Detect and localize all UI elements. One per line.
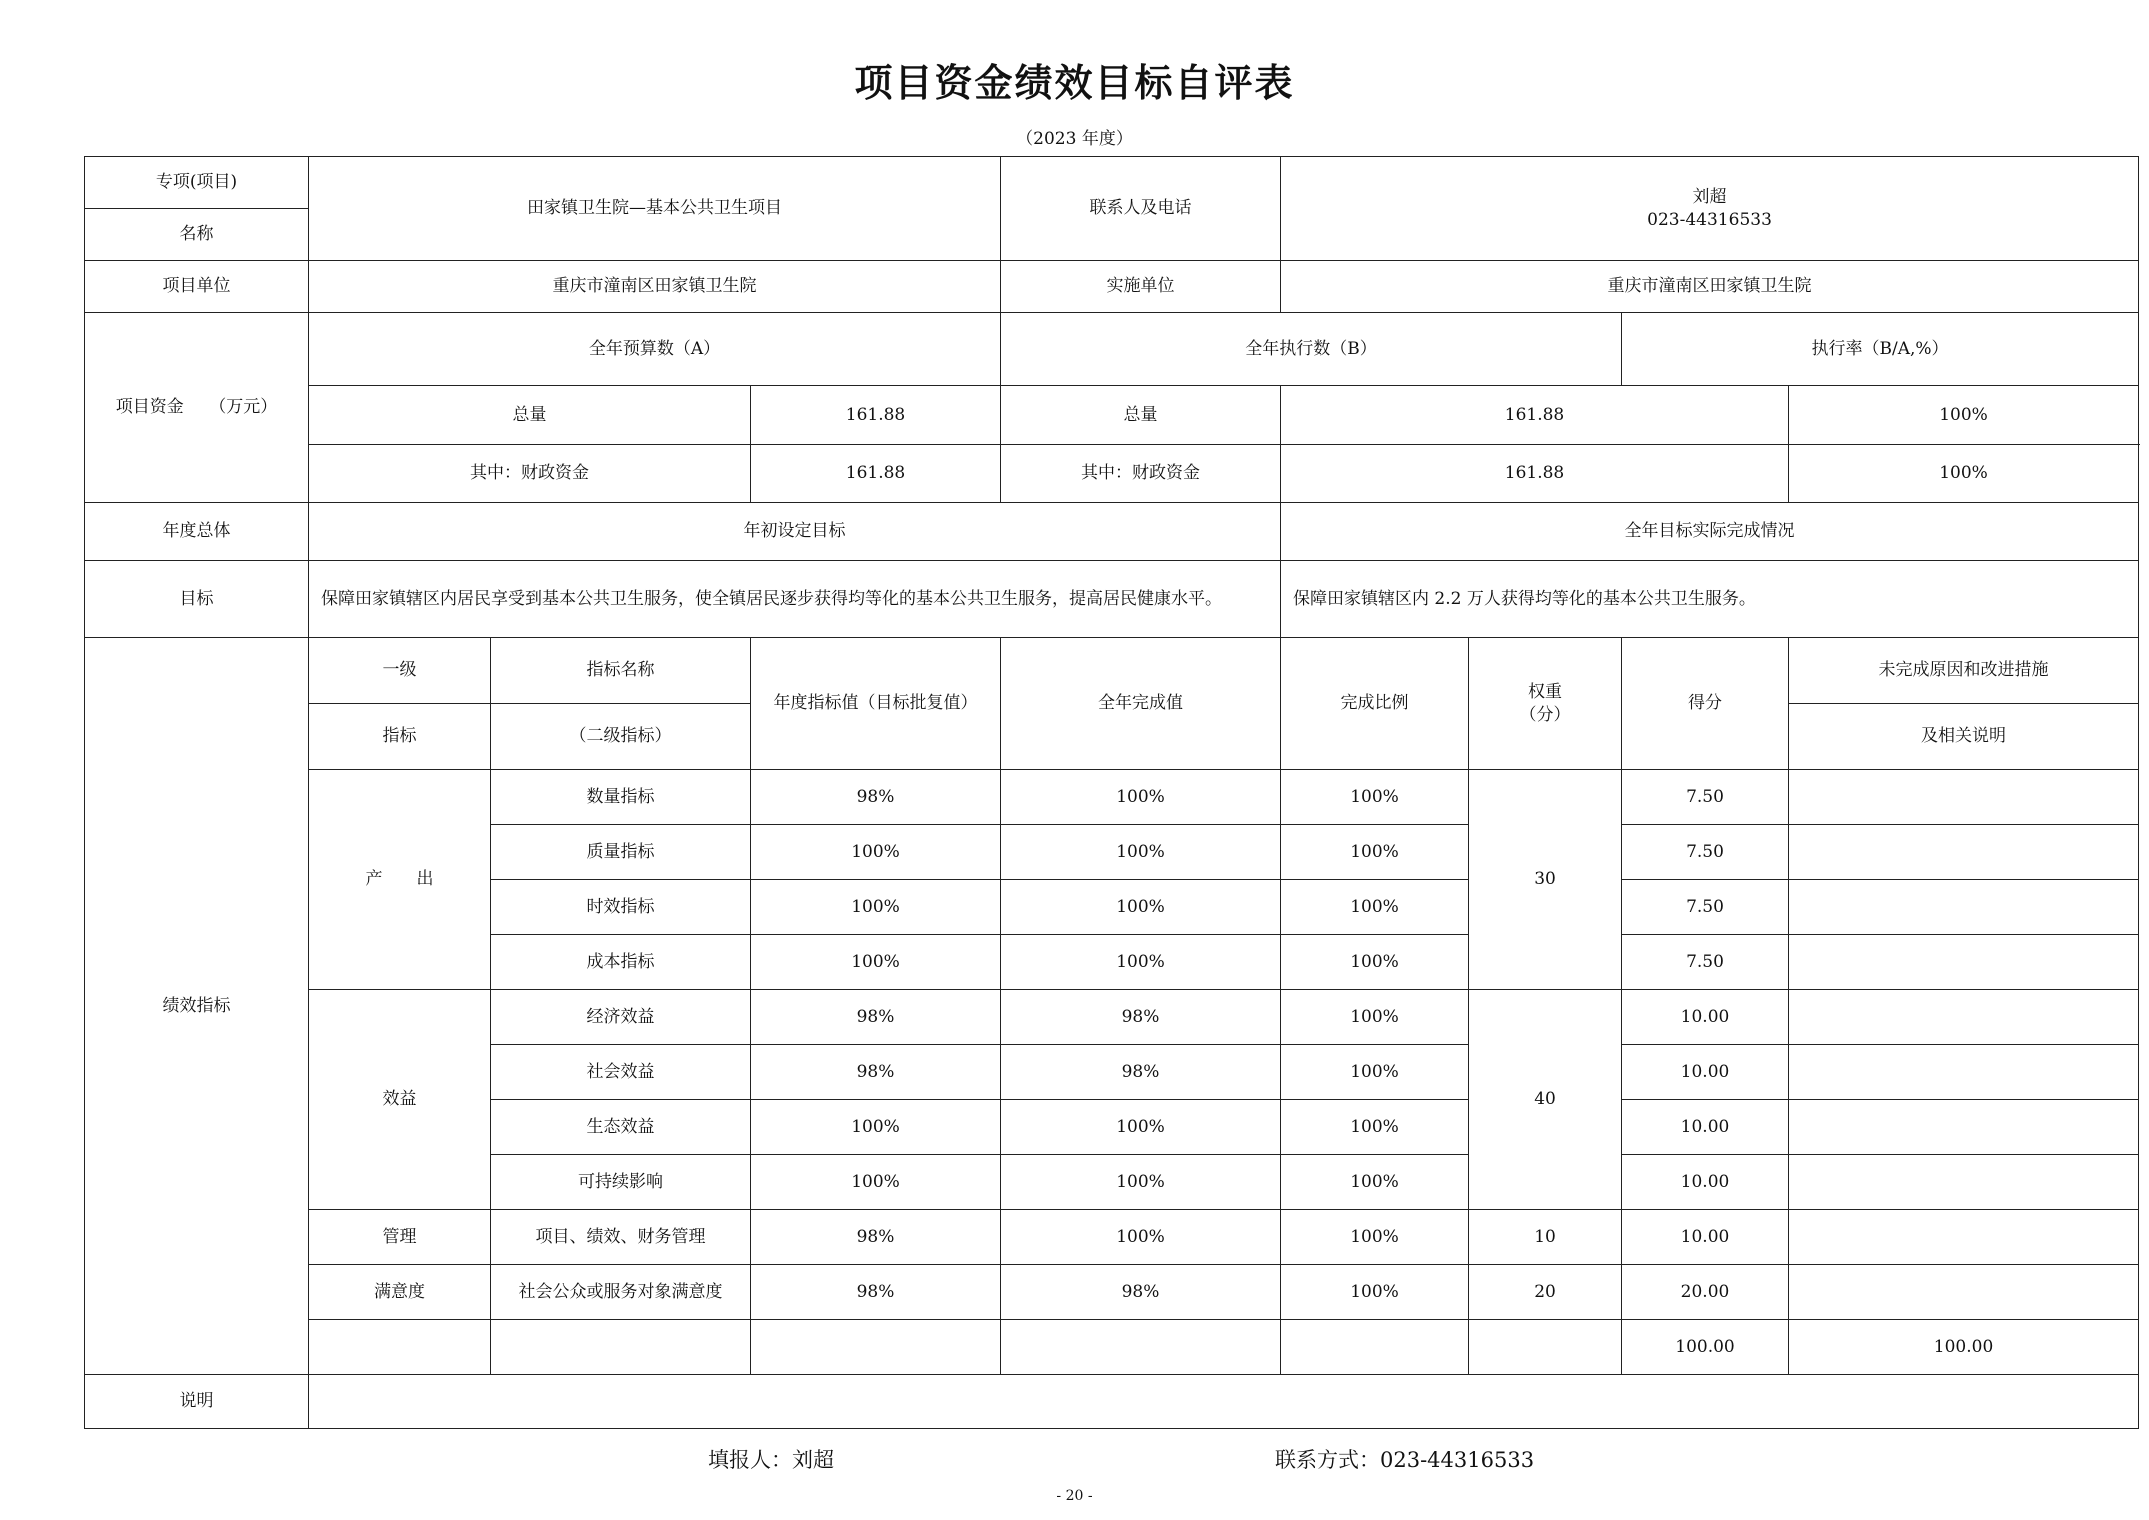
indicator-score: 10.00 [1622, 1155, 1789, 1210]
indicator-ratio: 100% [1281, 1155, 1469, 1210]
funds-row-total-label-b: 总量 [1001, 386, 1281, 445]
indicator-ratio: 100% [1281, 880, 1469, 935]
contact-label: 联系人及电话 [1001, 157, 1281, 261]
indicator-actual: 100% [1001, 935, 1281, 990]
category-satisfaction: 满意度 [309, 1265, 491, 1320]
indicator-score: 7.50 [1622, 825, 1789, 880]
total-blank [751, 1320, 1001, 1375]
col-note-1: 未完成原因和改进措施 [1789, 638, 2139, 704]
year-label: （2023 年度） [1016, 129, 1133, 149]
contact-phone: 023-44316533 [1647, 209, 1772, 230]
indicator-note [1789, 880, 2139, 935]
indicator-name: 数量指标 [491, 770, 751, 825]
category-output: 产 出 [309, 770, 491, 990]
category-management: 管理 [309, 1210, 491, 1265]
col-level-1: 一级 [309, 638, 491, 704]
indicator-name: 成本指标 [491, 935, 751, 990]
col-name-1: 指标名称 [491, 638, 751, 704]
indicator-target: 98% [751, 1045, 1001, 1100]
indicator-name: 生态效益 [491, 1100, 751, 1155]
weight-satisfaction: 20 [1469, 1265, 1622, 1320]
indicator-note [1789, 770, 2139, 825]
funds-row-fiscal-label-a: 其中：财政资金 [309, 445, 751, 503]
col-note-2: 及相关说明 [1789, 704, 2139, 770]
col-name-2: （二级指标） [491, 704, 751, 770]
goals-actual-header: 全年目标实际完成情况 [1281, 503, 2139, 561]
total-score: 100.00 [1789, 1320, 2139, 1375]
indicator-score: 10.00 [1622, 990, 1789, 1045]
indicator-actual: 100% [1001, 770, 1281, 825]
budget-header: 全年预算数（A） [309, 313, 1001, 386]
rate-header: 执行率（B/A,%） [1622, 313, 2139, 386]
total-blank [1001, 1320, 1281, 1375]
funds-row-fiscal-label-b: 其中：财政资金 [1001, 445, 1281, 503]
indicator-note [1789, 825, 2139, 880]
indicator-score: 10.00 [1622, 1045, 1789, 1100]
indicator-actual: 100% [1001, 825, 1281, 880]
indicator-ratio: 100% [1281, 770, 1469, 825]
exec-header: 全年执行数（B） [1001, 313, 1622, 386]
indicator-ratio: 100% [1281, 825, 1469, 880]
indicator-name: 社会公众或服务对象满意度 [491, 1265, 751, 1320]
total-weight: 100.00 [1622, 1320, 1789, 1375]
category-benefit: 效益 [309, 990, 491, 1210]
funds-row-fiscal-value-a: 161.88 [751, 445, 1001, 503]
contact-footer: 联系方式：023-44316533 [1275, 1448, 1535, 1472]
indicator-target: 100% [751, 1100, 1001, 1155]
indicator-ratio: 100% [1281, 990, 1469, 1045]
indicator-actual: 100% [1001, 1210, 1281, 1265]
total-blank [491, 1320, 751, 1375]
funds-row-total-value-b: 161.88 [1281, 386, 1789, 445]
weight-benefit: 40 [1469, 990, 1622, 1210]
total-blank [1469, 1320, 1622, 1375]
project-label-2: 名称 [85, 209, 309, 261]
funds-row-total-label-a: 总量 [309, 386, 751, 445]
indicator-actual: 100% [1001, 1100, 1281, 1155]
indicator-note [1789, 1155, 2139, 1210]
goals-set-text: 保障田家镇辖区内居民享受到基本公共卫生服务，使全镇居民逐步获得均等化的基本公共卫生服务，提高居民健康水平。 [309, 561, 1281, 638]
unit-label: 项目单位 [85, 261, 309, 313]
page-number: - 20 - [1056, 1488, 1093, 1504]
indicator-name: 经济效益 [491, 990, 751, 1045]
total-blank [309, 1320, 491, 1375]
indicator-target: 100% [751, 880, 1001, 935]
col-weight [1469, 638, 1622, 770]
goals-label-1: 年度总体 [85, 503, 309, 561]
notes-label: 说明 [85, 1375, 309, 1429]
col-ratio: 完成比例 [1281, 638, 1469, 770]
goals-set-header: 年初设定目标 [309, 503, 1281, 561]
col-level-2: 指标 [309, 704, 491, 770]
indicator-note [1789, 1100, 2139, 1155]
indicator-note [1789, 990, 2139, 1045]
indicator-actual: 100% [1001, 880, 1281, 935]
indicator-score: 7.50 [1622, 935, 1789, 990]
indicator-name: 可持续影响 [491, 1155, 751, 1210]
funds-row-total-value-a: 161.88 [751, 386, 1001, 445]
project-label-1: 专项(项目) [85, 157, 309, 209]
funds-row-total-rate: 100% [1789, 386, 2139, 445]
indicator-name: 时效指标 [491, 880, 751, 935]
total-blank [1281, 1320, 1469, 1375]
indicator-actual: 98% [1001, 990, 1281, 1045]
indicator-target: 98% [751, 1265, 1001, 1320]
notes-content [309, 1375, 2139, 1429]
indicator-note [1789, 1210, 2139, 1265]
indicator-score: 7.50 [1622, 770, 1789, 825]
col-target: 年度指标值（目标批复值） [751, 638, 1001, 770]
col-weight-2: （分） [1519, 704, 1571, 725]
indicator-score: 20.00 [1622, 1265, 1789, 1320]
impl-value: 重庆市潼南区田家镇卫生院 [1281, 261, 2139, 313]
indicator-actual: 98% [1001, 1045, 1281, 1100]
contact-name: 刘超 [1692, 186, 1727, 207]
indicator-note [1789, 935, 2139, 990]
indicator-ratio: 100% [1281, 1210, 1469, 1265]
funds-label: 项目资金 （万元） [85, 313, 309, 503]
col-score: 得分 [1622, 638, 1789, 770]
indicator-ratio: 100% [1281, 1265, 1469, 1320]
indicator-score: 10.00 [1622, 1100, 1789, 1155]
indicator-target: 98% [751, 990, 1001, 1045]
contact-info [1281, 157, 2139, 261]
impl-label: 实施单位 [1001, 261, 1281, 313]
col-weight-1: 权重 [1528, 681, 1563, 702]
indicator-name: 项目、绩效、财务管理 [491, 1210, 751, 1265]
goals-label-2: 目标 [85, 561, 309, 638]
page-title: 项目资金绩效目标自评表 [854, 61, 1295, 105]
indicator-target: 100% [751, 935, 1001, 990]
project-name: 田家镇卫生院—基本公共卫生项目 [309, 157, 1001, 261]
indicators-section-label: 绩效指标 [85, 638, 309, 1375]
goals-actual-text: 保障田家镇辖区内 2.2 万人获得均等化的基本公共卫生服务。 [1281, 561, 2139, 638]
indicator-target: 100% [751, 1155, 1001, 1210]
indicator-name: 社会效益 [491, 1045, 751, 1100]
indicator-actual: 100% [1001, 1155, 1281, 1210]
indicator-note [1789, 1045, 2139, 1100]
indicator-target: 98% [751, 770, 1001, 825]
weight-output: 30 [1469, 770, 1622, 990]
indicator-ratio: 100% [1281, 1045, 1469, 1100]
evaluation-table [84, 156, 2139, 1429]
funds-row-fiscal-value-b: 161.88 [1281, 445, 1789, 503]
indicator-ratio: 100% [1281, 935, 1469, 990]
indicator-target: 98% [751, 1210, 1001, 1265]
col-actual: 全年完成值 [1001, 638, 1281, 770]
indicator-score: 7.50 [1622, 880, 1789, 935]
indicator-actual: 98% [1001, 1265, 1281, 1320]
filler-label: 填报人：刘超 [708, 1448, 834, 1472]
indicator-score: 10.00 [1622, 1210, 1789, 1265]
indicator-name: 质量指标 [491, 825, 751, 880]
funds-row-fiscal-rate: 100% [1789, 445, 2139, 503]
indicator-target: 100% [751, 825, 1001, 880]
indicator-ratio: 100% [1281, 1100, 1469, 1155]
indicator-note [1789, 1265, 2139, 1320]
unit-value: 重庆市潼南区田家镇卫生院 [309, 261, 1001, 313]
weight-management: 10 [1469, 1210, 1622, 1265]
